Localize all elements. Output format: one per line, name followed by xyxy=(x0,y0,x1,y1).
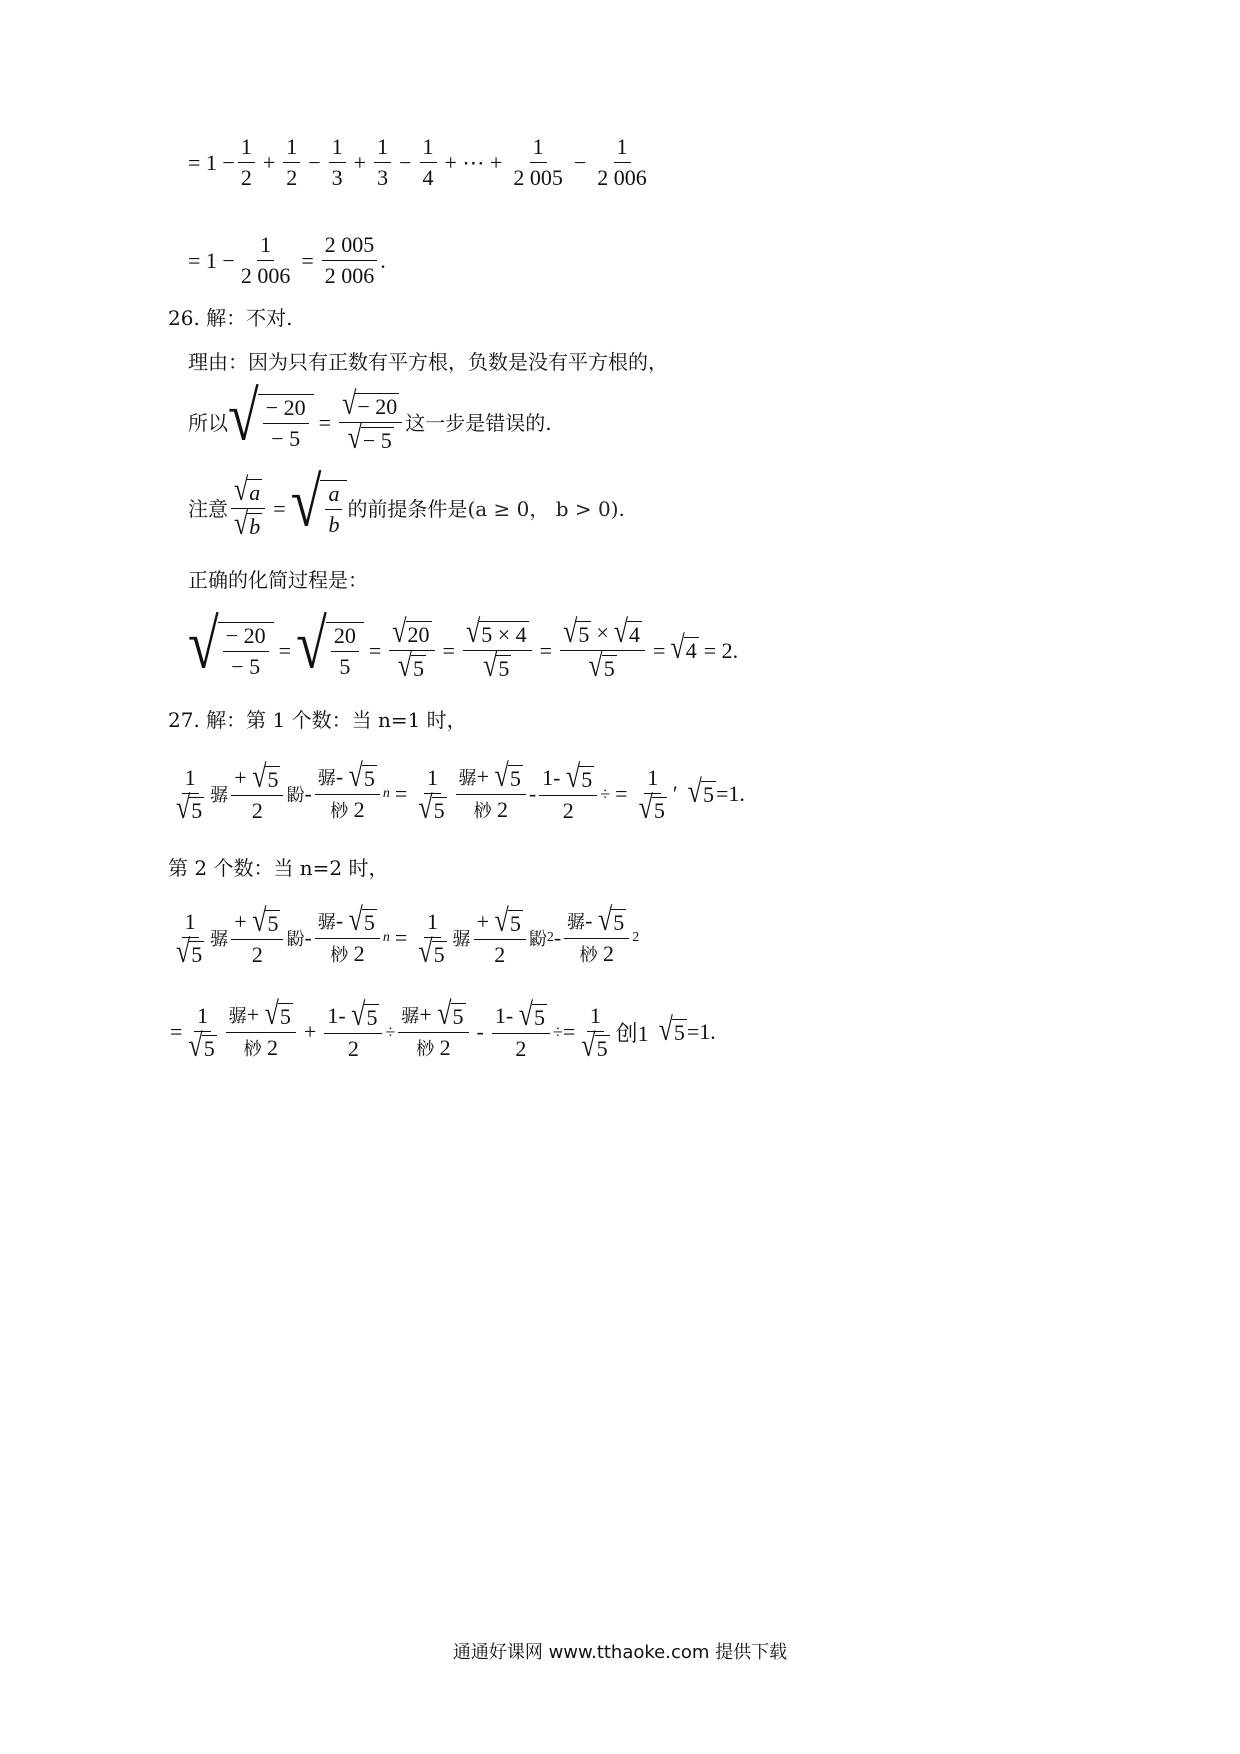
fraction: $\frac{1}{2}$ xyxy=(238,134,255,191)
q26-heading: 26. 解：不对. xyxy=(168,306,293,330)
sqrt: √ $\frac{- 20}{- 5}$ xyxy=(188,622,274,680)
fraction: $\frac{2 005}{2 006}$ xyxy=(322,232,378,289)
q27-heading: 27. 解：第 1 个数：当 n=1 时， xyxy=(168,708,467,732)
fraction: $\frac{1}{2 006}$ xyxy=(597,134,647,190)
sqrt: √ $\frac{a}{b}$ xyxy=(291,480,348,538)
fraction: √ 20 √ 5 xyxy=(389,620,434,682)
fraction: $\frac{1}{4}$ xyxy=(420,134,437,191)
sqrt: √ $\frac{- 20}{- 5}$ xyxy=(228,394,314,452)
q26-note: 注意 √ a √ b = √ $\frac{a}{b}$ 的前提条件是 (a ≥ 0， b > 0). xyxy=(188,464,625,542)
q27-line-3: = 1 √ 5 骣+ √ 5 桫 2 + 1- √ 5 2 ÷ 骣+ √ 5 桫 2 - 1- √ 5 2 ÷ = 1 √ 5 创1 √ 5 =1. xyxy=(170,995,716,1064)
q26-correct-steps: √ $\frac{- 20}{- 5}$ = √ $\frac{20}{5}$ = √ 20 √ 5 = √ 5 × 4 √ 5 = √ 5 × √ 4 √ 5 = √ 4 = 2. xyxy=(188,606,739,684)
fraction: $\frac{1}{3}$ xyxy=(329,134,346,191)
lead-term: = 1 − xyxy=(188,149,235,175)
q27-heading-2: 第 2 个数：当 n=2 时， xyxy=(168,856,389,880)
fraction: √ a √ b xyxy=(231,478,265,540)
sqrt: √ $\frac{20}{5}$ xyxy=(296,622,364,680)
fraction: $\frac{1}{2}$ xyxy=(283,134,300,191)
fraction: √ 5 × √ 4 √ 5 xyxy=(560,620,645,682)
q26-reason: 理由：因为只有正数有平方根，负数是没有平方根的， xyxy=(188,350,668,374)
q26-wrong-step: 所以 √ $\frac{- 20}{- 5}$ = √ − 20 √ − 5 这一步是错误的. xyxy=(188,378,552,456)
fraction: $\frac{1}{2 005}$ xyxy=(513,134,563,190)
fraction: $\frac{1}{2 006}$ xyxy=(240,232,291,288)
fraction: $\frac{1}{3}$ xyxy=(374,134,391,191)
fraction: √ 5 × 4 √ 5 xyxy=(463,620,532,682)
q27-line-1: 1 √ 5 骣 + √ 5 2 鼢 - 骣- √ 5 桫 2 n = 1 √ 5 骣+ √ 5 桫 2 - 1- √ 5 2 ÷ = 1 √ 5 ′ √ 5 =1. xyxy=(176,757,745,826)
q27-line-2: 1 √ 5 骣 + √ 5 2 鼢 - 骣- √ 5 桫 2 n = 1 √ 5 骣 + √ 5 2 鼢 2 - 骣- √ 5 桫 2 2 xyxy=(176,901,640,970)
footer-credit: 通通好课网 www.tthaoke.com 提供下载 xyxy=(452,1642,788,1663)
condition: (a ≥ 0， b > 0). xyxy=(467,496,625,521)
q26-correct-label: 正确的化简过程是： xyxy=(188,568,368,592)
equation-line-2: = 1 − $\frac{1}{2 006}$ = $\frac{2 005}{2 006}$ . xyxy=(188,232,386,288)
equation-line-1: = 1 − $\frac{1}{2}$ + $\frac{1}{2}$ − $\frac{1}{3}$ + $\frac{1}{3}$ − $\frac{1}{4}$ + ⋯ + $\frac{1}{2 005}$ − $\frac{1}{2 006}$ xyxy=(188,134,653,191)
fraction: √ − 20 √ − 5 xyxy=(339,392,402,454)
